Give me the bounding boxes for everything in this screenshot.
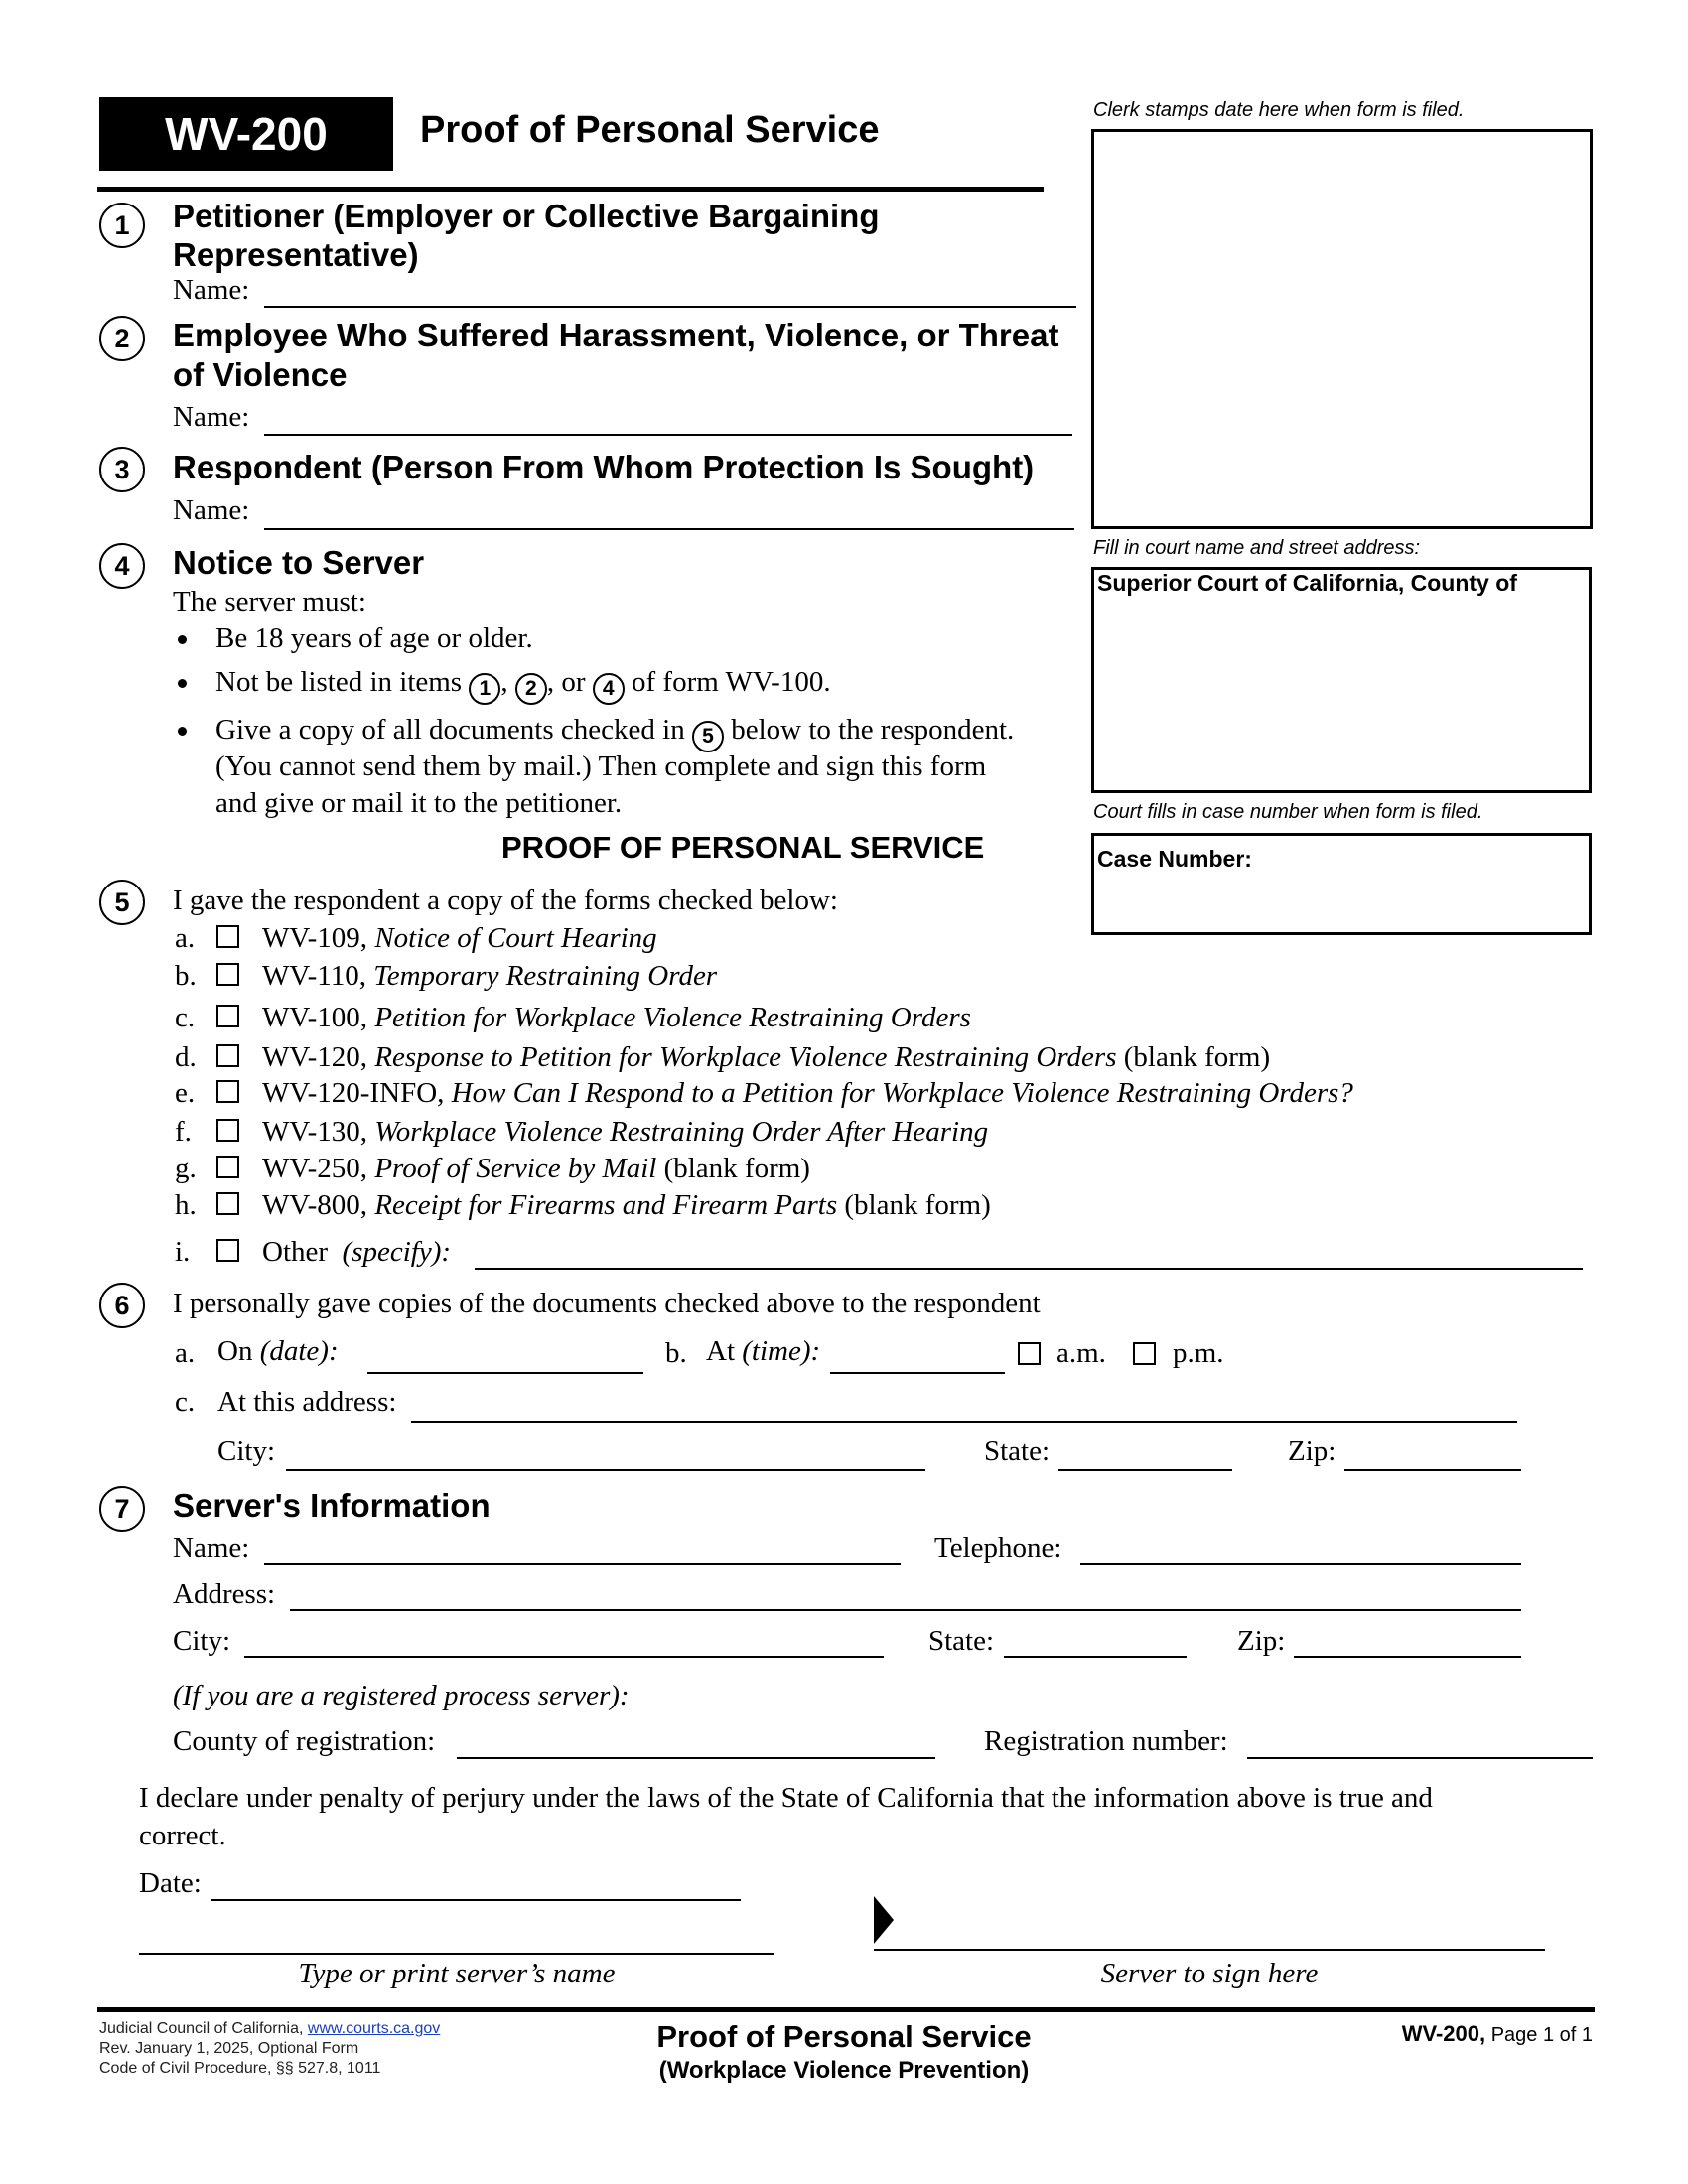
form-letter: b. <box>175 960 197 992</box>
case-number-label: Case Number: <box>1097 846 1252 872</box>
proof-heading: PROOF OF PERSONAL SERVICE <box>501 830 985 865</box>
at-text: At <box>706 1335 735 1367</box>
footer-code: Code of Civil Procedure, §§ 527.8, 1011 <box>99 2060 381 2077</box>
service-zip-label: Zip: <box>1288 1435 1336 1467</box>
signature-field[interactable] <box>874 1949 1545 1951</box>
server-address-label: Address: <box>173 1578 276 1610</box>
checkbox-form[interactable] <box>216 1119 239 1142</box>
declaration-date-label: Date: <box>139 1867 202 1899</box>
service-date-label <box>217 1334 339 1368</box>
checkbox-form[interactable] <box>216 925 239 948</box>
item-number-5: 5 <box>99 880 145 925</box>
print-name-caption: Type or print server’s name <box>298 1958 616 1989</box>
other-text: Other <box>262 1236 329 1268</box>
form-title: Proof of Service by Mail <box>374 1153 657 1184</box>
form-letter: f. <box>175 1116 192 1148</box>
court-name-box[interactable] <box>1091 567 1592 793</box>
form-suffix: (blank form) <box>844 1189 991 1221</box>
form-label <box>262 1001 971 1034</box>
form-suffix: (blank form) <box>663 1153 810 1184</box>
footer-council <box>99 2019 440 2039</box>
service-address-field[interactable] <box>411 1421 1517 1423</box>
item-number-3: 3 <box>99 447 145 492</box>
server-name-field[interactable] <box>264 1563 901 1565</box>
case-note: Court fills in case number when form is filed. <box>1093 801 1483 823</box>
server-city-label: City: <box>173 1625 231 1657</box>
footer-council-text: Judicial Council of California, <box>99 2020 304 2037</box>
footer-rule <box>97 2007 1595 2012</box>
checkbox-other[interactable] <box>216 1239 239 1262</box>
notice-heading: Notice to Server <box>173 544 425 581</box>
form-letter: e. <box>175 1077 196 1109</box>
date-text: (date): <box>259 1335 339 1367</box>
form-letter: h. <box>175 1189 197 1221</box>
service-state-field[interactable] <box>1058 1469 1232 1471</box>
petitioner-name-label: Name: <box>173 274 250 306</box>
checkbox-am[interactable] <box>1018 1342 1041 1365</box>
time-text: (time): <box>742 1335 821 1367</box>
requirement-not-listed <box>215 665 831 705</box>
form-code: WV-100, <box>262 1002 368 1033</box>
requirement-not-listed-text-2: of form WV-100. <box>632 666 831 698</box>
respondent-heading: Respondent (Person From Whom Protection Is Sought) <box>173 449 1035 485</box>
form-id: WV-200 <box>165 108 328 160</box>
on-text: On <box>217 1335 253 1367</box>
form-label <box>262 1152 810 1185</box>
county-field[interactable] <box>457 1757 935 1759</box>
form-suffix: (blank form) <box>1123 1041 1271 1073</box>
forms-intro: I gave the respondent a copy of the forms checked below: <box>173 885 838 916</box>
footer-rev: Rev. January 1, 2025, Optional Form <box>99 2040 359 2057</box>
server-zip-field[interactable] <box>1294 1656 1521 1658</box>
form-title: Petition for Workplace Violence Restraining Orders <box>374 1002 971 1033</box>
form-code: WV-120, <box>262 1041 368 1073</box>
server-telephone-label: Telephone: <box>934 1532 1062 1564</box>
pm-label: p.m. <box>1173 1337 1224 1369</box>
registration-field[interactable] <box>1247 1757 1593 1759</box>
petitioner-heading: Petitioner (Employer or Collective Bargaining <box>173 198 880 234</box>
court-note: Fill in court name and street address: <box>1093 537 1421 559</box>
form-label <box>262 1076 1353 1110</box>
other-specify: (specify): <box>342 1236 452 1268</box>
server-zip-label: Zip: <box>1237 1625 1286 1657</box>
checkbox-form[interactable] <box>216 1080 239 1103</box>
checkbox-form[interactable] <box>216 1005 239 1027</box>
item-ref-5: 5 <box>692 721 724 752</box>
form-title: Notice of Court Hearing <box>374 922 657 954</box>
form-code: WV-110, <box>262 960 366 992</box>
form-code: WV-250, <box>262 1153 368 1184</box>
form-code: WV-130, <box>262 1116 368 1148</box>
declaration-text: I declare under penalty of perjury under the laws of the State of California that the information above is true and <box>139 1782 1433 1814</box>
employee-name-label: Name: <box>173 401 250 433</box>
service-address-label: At this address: <box>217 1386 397 1418</box>
footer-website-link[interactable]: www.courts.ca.gov <box>307 2020 441 2037</box>
clerk-note: Clerk stamps date here when form is filed. <box>1093 99 1465 121</box>
petitioner-name-field[interactable] <box>264 306 1076 308</box>
form-label <box>262 959 717 993</box>
form-title: Response to Petition for Workplace Violence Restraining Orders <box>374 1041 1117 1073</box>
county-label: County of registration: <box>173 1725 436 1757</box>
service-intro: I personally gave copies of the documents checked above to the respondent <box>173 1288 1041 1319</box>
requirement-give-copy-line-3: and give or mail it to the petitioner. <box>215 787 623 819</box>
am-label: a.m. <box>1056 1337 1106 1369</box>
item-number-6: 6 <box>99 1283 145 1328</box>
server-telephone-field[interactable] <box>1080 1563 1521 1565</box>
separator: , <box>500 666 508 698</box>
item-ref-1: 1 <box>469 673 500 705</box>
other-specify-field[interactable] <box>475 1268 1583 1270</box>
checkbox-form[interactable] <box>216 1156 239 1178</box>
service-letter-a: a. <box>175 1337 196 1369</box>
requirement-give-copy-line-2: (You cannot send them by mail.) Then complete and sign this form <box>215 751 987 782</box>
registration-label: Registration number: <box>984 1725 1228 1757</box>
requirement-age: Be 18 years of age or older. <box>215 622 533 654</box>
requirement-give-copy-text-2: below to the respondent. <box>731 714 1015 746</box>
form-title: Temporary Restraining Order <box>373 960 718 992</box>
footer-title: Proof of Personal Service <box>656 2019 1032 2054</box>
item-ref-4: 4 <box>593 673 625 705</box>
service-letter-b: b. <box>665 1337 687 1369</box>
checkbox-form[interactable] <box>216 1044 239 1067</box>
form-code: WV-800, <box>262 1189 368 1221</box>
declaration-date-field[interactable] <box>211 1899 741 1901</box>
other-label <box>262 1235 451 1269</box>
form-letter: c. <box>175 1002 196 1033</box>
server-state-field[interactable] <box>1004 1656 1187 1658</box>
checkbox-form[interactable] <box>216 963 239 986</box>
form-label <box>262 1115 988 1149</box>
employee-name-field[interactable] <box>264 434 1072 436</box>
form-title: Receipt for Firearms and Firearm Parts <box>374 1189 838 1221</box>
form-code: WV-120-INFO, <box>262 1077 445 1109</box>
header-rule <box>97 187 1044 192</box>
footer-page <box>1291 2021 1593 2047</box>
checkbox-form[interactable] <box>216 1192 239 1215</box>
form-letter: g. <box>175 1153 197 1184</box>
print-name-field[interactable] <box>139 1953 774 1955</box>
form-letter: a. <box>175 922 196 954</box>
server-state-label: State: <box>928 1625 995 1657</box>
item-number-4: 4 <box>99 543 145 589</box>
form-title: How Can I Respond to a Petition for Workplace Violence Restraining Orders? <box>451 1077 1353 1109</box>
service-date-field[interactable] <box>367 1372 643 1374</box>
item-number-2: 2 <box>99 316 145 361</box>
registered-note: (If you are a registered process server): <box>173 1680 630 1711</box>
service-zip-field[interactable] <box>1344 1469 1521 1471</box>
server-must-text: The server must: <box>173 586 366 617</box>
clerk-stamp-box <box>1091 129 1593 529</box>
footer-page-number: Page 1 of 1 <box>1490 2024 1593 2046</box>
checkbox-pm[interactable] <box>1133 1342 1156 1365</box>
form-letter: i. <box>175 1236 191 1268</box>
server-city-field[interactable] <box>244 1656 884 1658</box>
sign-arrow-icon <box>874 1896 894 1944</box>
form-label <box>262 1188 991 1222</box>
respondent-name-field[interactable] <box>264 528 1074 530</box>
bullet <box>178 727 187 736</box>
bullet <box>178 679 187 688</box>
item-number-7: 7 <box>99 1486 145 1532</box>
page-title: Proof of Personal Service <box>420 109 880 151</box>
service-time-label <box>706 1334 820 1368</box>
bullet <box>178 635 187 644</box>
requirement-not-listed-text: Not be listed in items <box>215 666 463 698</box>
sign-here-caption: Server to sign here <box>1100 1958 1319 1989</box>
requirement-give-copy <box>215 713 1014 752</box>
form-code: WV-109, <box>262 922 368 954</box>
petitioner-heading-2: Representative) <box>173 236 419 273</box>
respondent-name-label: Name: <box>173 494 250 526</box>
declaration-text-2: correct. <box>139 1820 226 1851</box>
server-name-label: Name: <box>173 1532 250 1564</box>
form-title: Workplace Violence Restraining Order After Hearing <box>374 1116 989 1148</box>
employee-heading: Employee Who Suffered Harassment, Violence, or Threat <box>173 317 1059 353</box>
server-info-heading: Server's Information <box>173 1487 491 1524</box>
form-letter: d. <box>175 1041 197 1073</box>
footer-form-id: WV-200, <box>1401 2021 1486 2046</box>
form-label <box>262 1040 1270 1074</box>
form-label <box>262 921 657 955</box>
item-ref-2: 2 <box>515 673 547 705</box>
employee-heading-2: of Violence <box>173 356 348 393</box>
server-address-field[interactable] <box>290 1609 1521 1611</box>
requirement-give-copy-text: Give a copy of all documents checked in <box>215 714 685 746</box>
footer-subtitle: (Workplace Violence Prevention) <box>658 2057 1030 2084</box>
service-state-label: State: <box>984 1435 1051 1467</box>
service-letter-c: c. <box>175 1386 196 1418</box>
court-name: Superior Court of California, County of <box>1097 570 1517 596</box>
service-city-field[interactable] <box>286 1469 925 1471</box>
separator: , or <box>546 666 586 698</box>
service-city-label: City: <box>217 1435 276 1467</box>
service-time-field[interactable] <box>830 1372 1005 1374</box>
item-number-1: 1 <box>99 203 145 248</box>
